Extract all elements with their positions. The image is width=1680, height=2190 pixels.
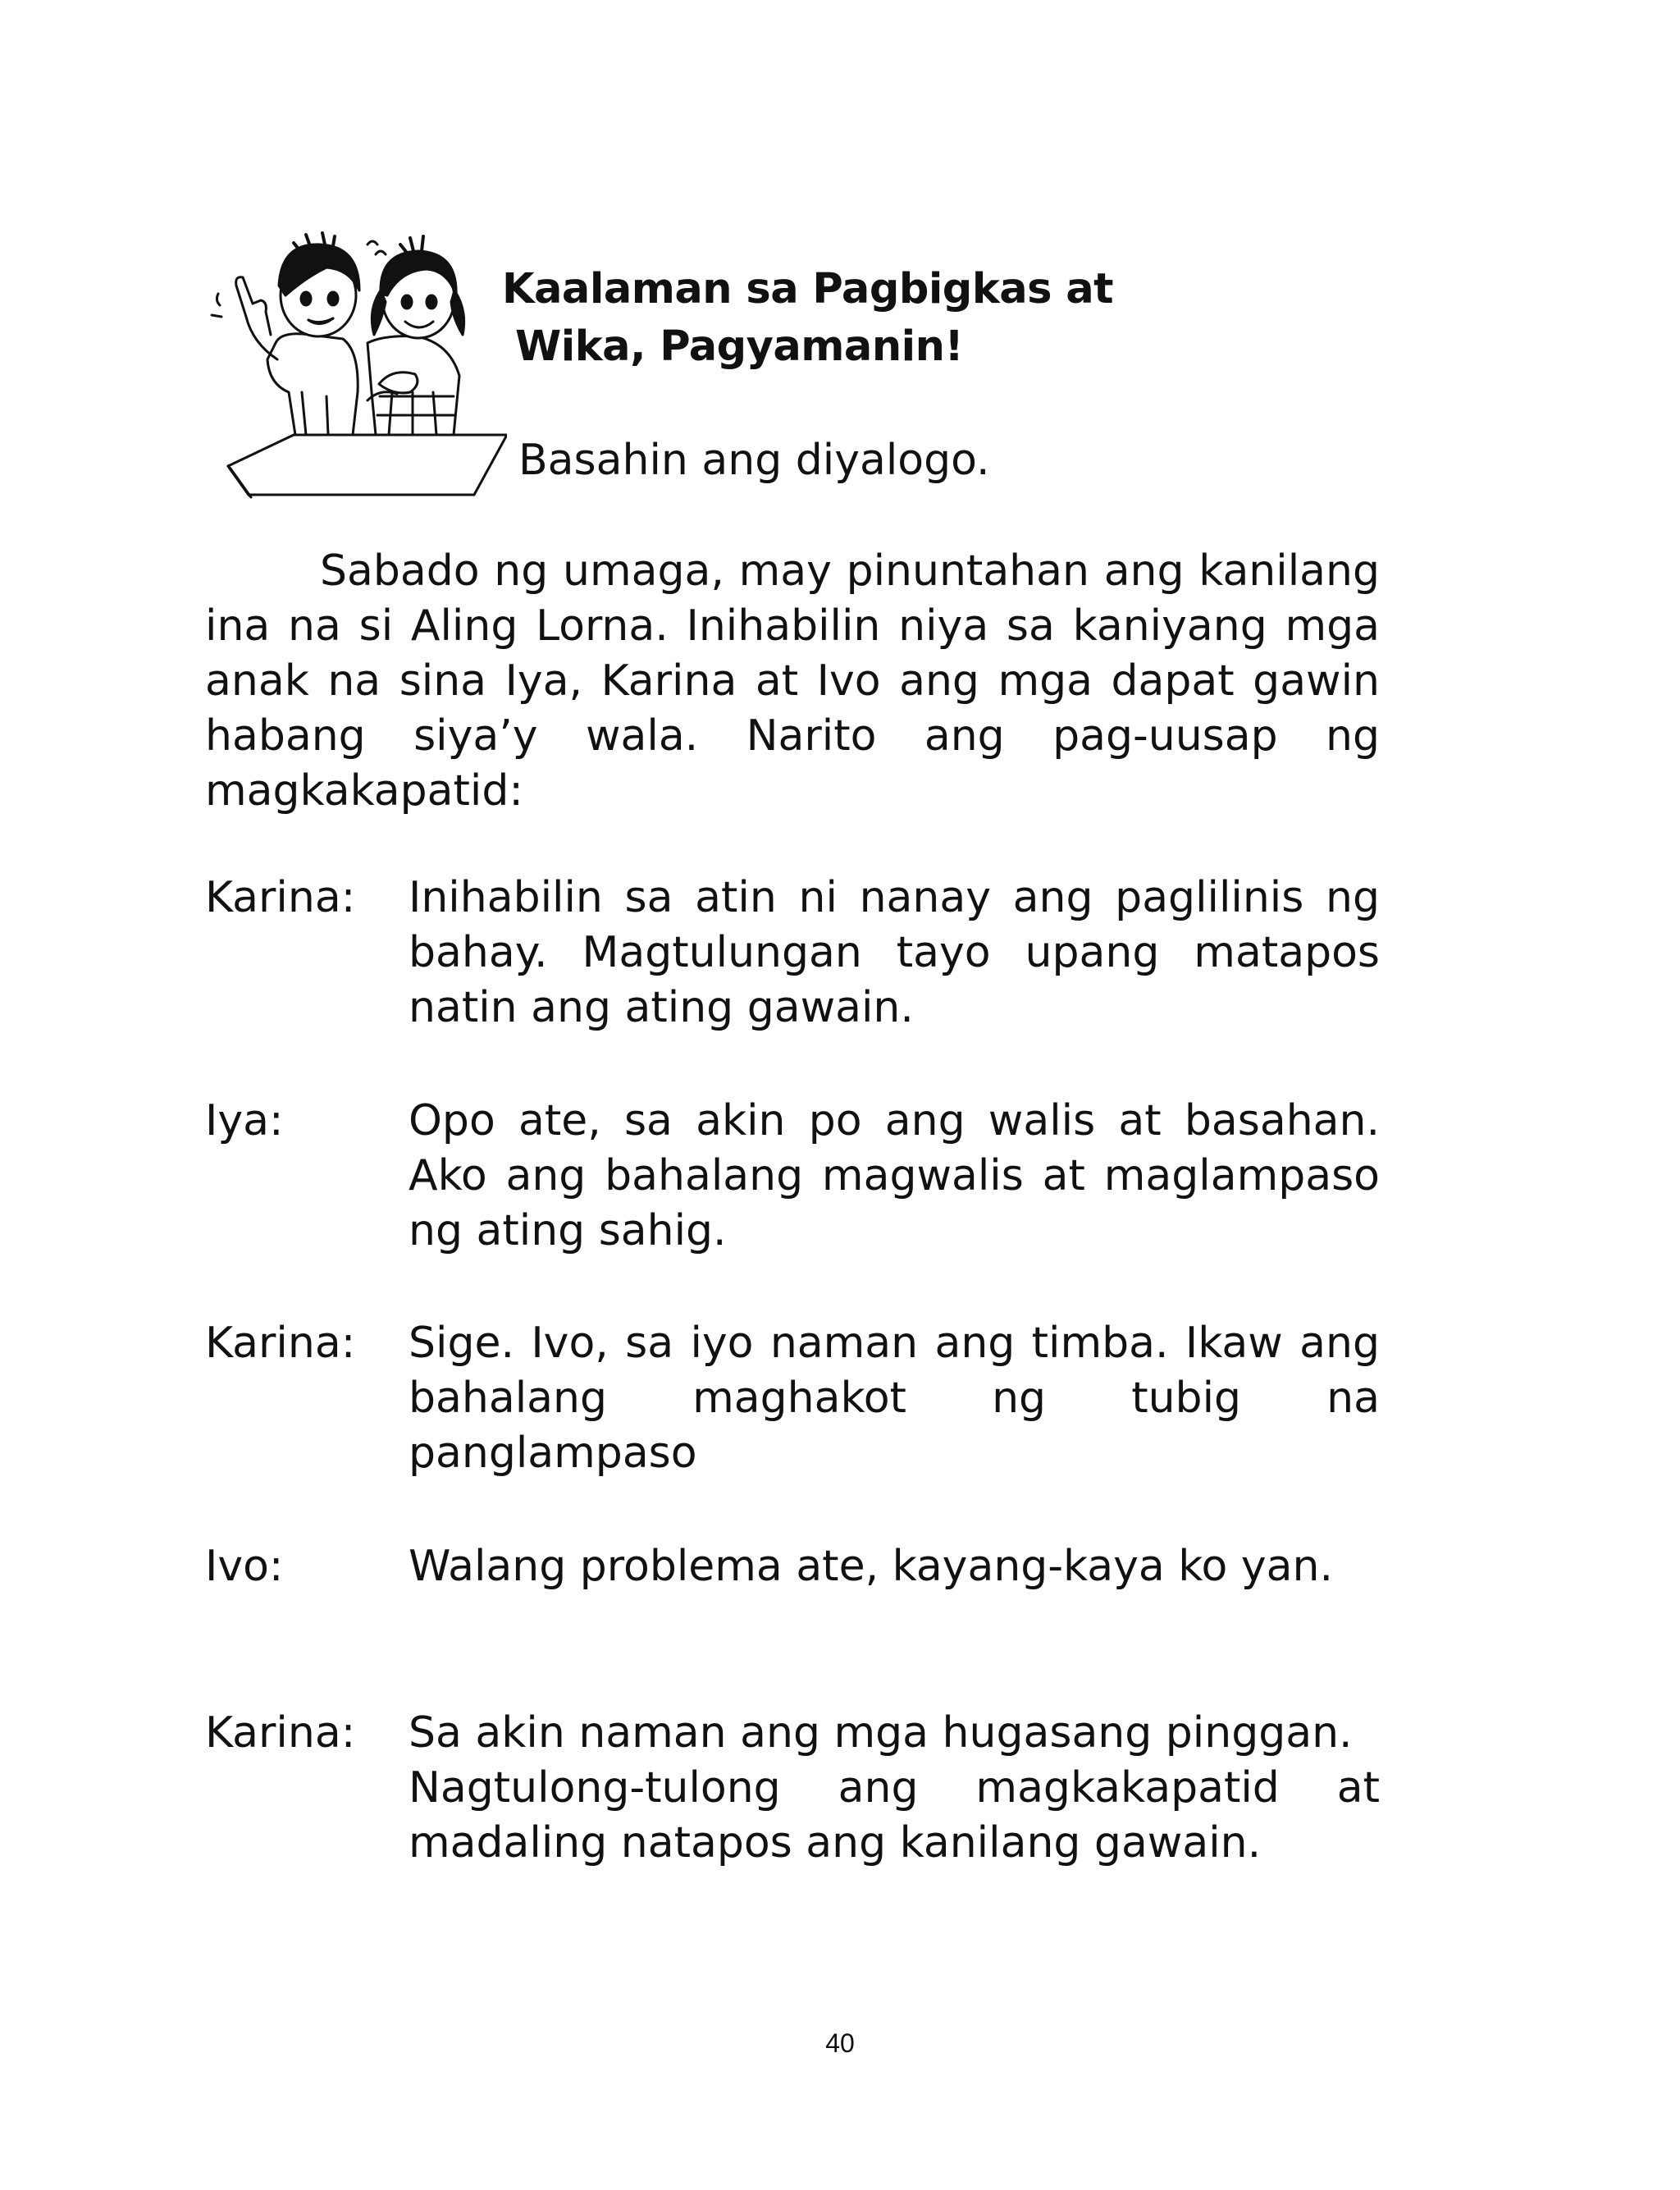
two-children-pointing-illustration	[203, 220, 507, 499]
section-heading	[502, 261, 1113, 376]
dialogue-line: Opo ate, sa akin po ang walis at basahan. Ako ang bahalang magwalis at maglampaso ng ating sahig.	[409, 1096, 1380, 1255]
dialogue-entry	[205, 1539, 1380, 1594]
dialogue-entry	[205, 871, 1380, 1036]
speaker-label: Iya:	[205, 1096, 284, 1145]
instruction-text: Basahin ang diyalogo.	[518, 436, 990, 485]
dialogue-entry	[205, 1316, 1380, 1481]
speaker-label: Ivo:	[205, 1542, 284, 1591]
heading-line-2: Wika, Pagyamanin!	[515, 322, 964, 371]
narration-line: Nagtulong-tulong ang magkakapatid at madaling natapos ang kanilang gawain.	[409, 1763, 1380, 1868]
intro-paragraph: Sabado ng umaga, may pinuntahan ang kanilang ina na si Aling Lorna. Inihabilin niya sa kaniyang mga anak na sina Iya, Karina at Ivo ang mga dapat gawin habang siya’y wala. Narito ang pag-uusap ng magkakapatid:	[205, 546, 1380, 816]
heading-line-1: Kaalaman sa Pagbigkas at	[502, 265, 1114, 313]
speaker-label: Karina:	[205, 1319, 356, 1368]
page-number: 40	[825, 2028, 855, 2058]
dialogue-entry	[205, 1706, 1380, 1871]
dialogue-line: Sa akin naman ang mga hugasang pinggan.	[409, 1708, 1353, 1758]
dialogue-line: Inihabilin sa atin ni nanay ang paglilinis ng bahay. Magtulungan tayo upang matapos natin ang ating gawain.	[409, 873, 1380, 1032]
dialogue-line: Walang problema ate, kayang-kaya ko yan.	[409, 1542, 1334, 1591]
dialogue-entry	[205, 1094, 1380, 1259]
speaker-label: Karina:	[205, 873, 356, 922]
speaker-label: Karina:	[205, 1708, 356, 1758]
dialogue-line: Sige. Ivo, sa iyo naman ang timba. Ikaw ang bahalang maghakot ng tubig na panglampaso	[409, 1319, 1380, 1478]
